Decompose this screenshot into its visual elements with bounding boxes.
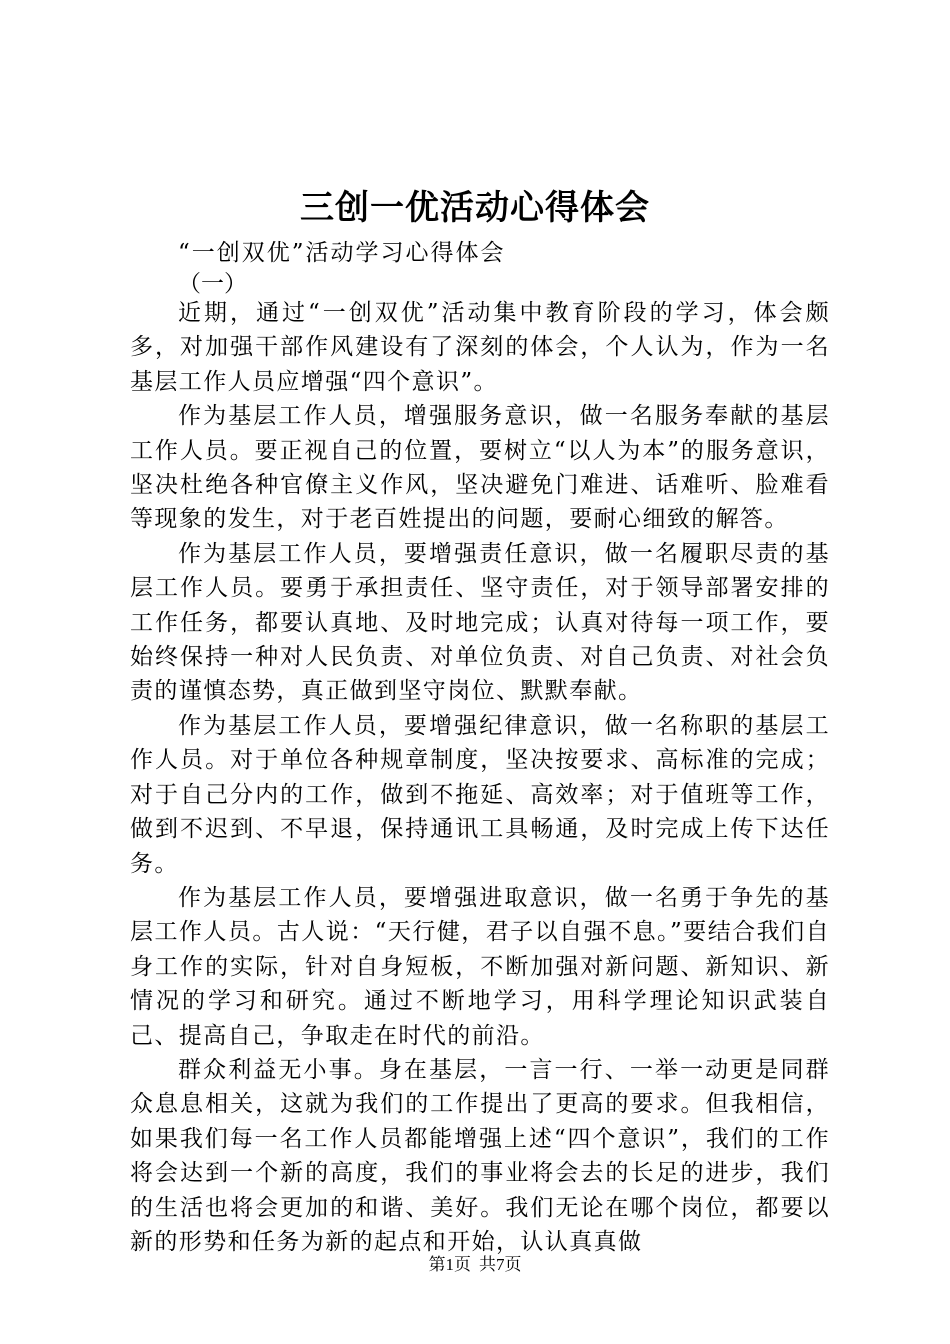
section-marker: （一） <box>178 271 247 297</box>
paragraph: 群众利益无小事。身在基层，一言一行、一举一动更是同群众息息相关，这就为我们的工作提出了更高的要求。但我相信，如果我们每一名工作人员都能增强上述“四个意识”，我们的工作将会达到一个新的高度，我们的事业将会去的长足的进步，我们的生活也将会更加的和谐、美好。我们无论在哪个岗位，都要以新的形势和任务为新的起点和开始，认认真真做 <box>130 1056 830 1255</box>
document-title: 三创一优活动心得体会 <box>300 188 650 228</box>
page-footer <box>0 1253 950 1277</box>
page-number: 第1页 <box>428 1255 471 1274</box>
paragraph: 作为基层工作人员，增强服务意识，做一名服务奉献的基层工作人员。要正视自己的位置，要树立“以人为本”的服务意识，坚决杜绝各种官僚主义作风，坚决避免门难进、话难听、脸难看等现象的发生，对于老百姓提出的问题，要耐心细致的解答。 <box>130 403 830 533</box>
paragraph: 作为基层工作人员，要增强纪律意识，做一名称职的基层工作人员。对于单位各种规章制度，坚决按要求、高标准的完成；对于自己分内的工作，做到不拖延、高效率；对于值班等工作，做到不迟到、不早退，保持通讯工具畅通，及时完成上传下达任务。 <box>130 712 830 877</box>
paragraph: 作为基层工作人员，要增强责任意识，做一名履职尽责的基层工作人员。要勇于承担责任、坚守责任，对于领导部署安排的工作任务，都要认真地、及时地完成；认真对待每一项工作，要始终保持一种对人民负责、对单位负责、对自己负责、对社会负责的谨慎态势，真正做到坚守岗位、默默奉献。 <box>130 540 830 705</box>
page-total: 共7页 <box>479 1255 522 1274</box>
paragraph: 作为基层工作人员，要增强进取意识，做一名勇于争先的基层工作人员。古人说：“天行健，君子以自强不息。”要结合我们自身工作的实际，针对自身短板，不断加强对新问题、新知识、新情况的学习和研究。通过不断地学习，用科学理论知识武装自己、提高自己，争取走在时代的前沿。 <box>130 884 830 1049</box>
document-body <box>130 296 830 1259</box>
document-subtitle: “一创双优”活动学习心得体会 <box>178 240 506 266</box>
paragraph: 近期，通过“一创双优”活动集中教育阶段的学习，体会颇多，对加强干部作风建设有了深刻的体会，个人认为，作为一名基层工作人员应增强“四个意识”。 <box>130 300 830 395</box>
